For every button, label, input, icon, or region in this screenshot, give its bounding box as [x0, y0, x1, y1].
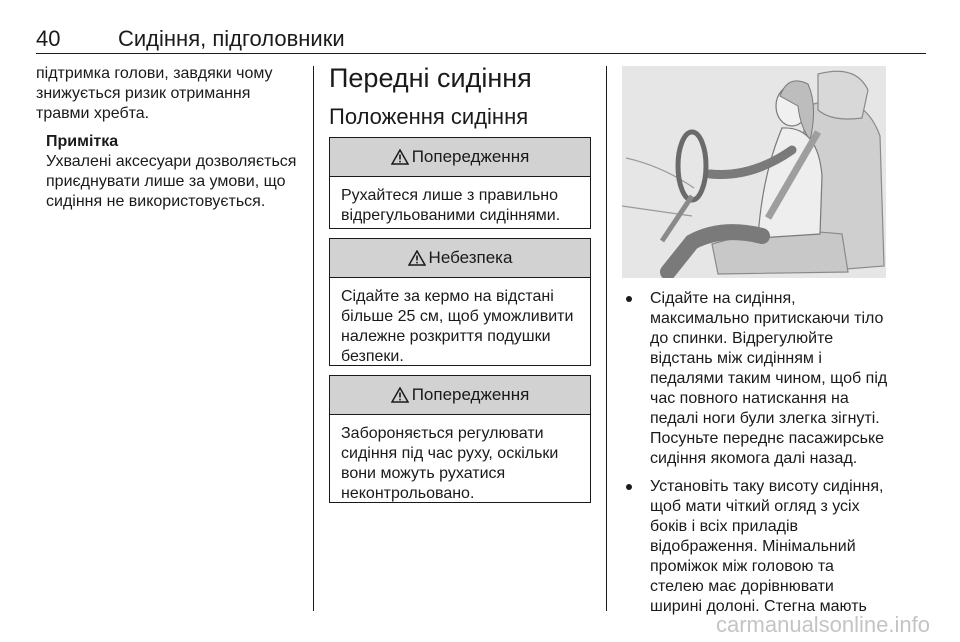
warning-label: Попередження	[411, 147, 530, 166]
list-item-text: Сідайте на сидіння, максимально притискаючи тіло до спинки. Відрегулюйте відстань між сидінням і педалями таким чином, щоб під час повного натискання на педалі ноги були злегка зігнуті. Посуньте переднє пасажирське сидіння якомога далі назад.	[650, 290, 888, 467]
danger-header	[330, 239, 590, 278]
header-divider	[36, 53, 926, 54]
list-item	[622, 289, 890, 469]
column-left	[36, 64, 304, 212]
seat-position-illustration	[622, 66, 886, 278]
column-right	[622, 289, 890, 625]
section-title: Передні сидіння	[329, 63, 532, 93]
page-number: 40	[36, 26, 61, 51]
column-divider-right	[606, 66, 607, 611]
page-header	[36, 26, 926, 52]
warning-triangle-icon	[408, 250, 426, 266]
warning-header	[330, 376, 590, 415]
warning-header	[330, 138, 590, 177]
list-item	[622, 477, 890, 617]
column-divider-left	[313, 66, 314, 611]
danger-text: Сідайте за кермо на відстані більше 25 см, щоб уможливити належне розкриття подушки безпеки.	[341, 288, 574, 365]
warning-text: Забороняється регулювати сидіння під час руху, оскільки вони можуть рухатися неконтрольовано.	[341, 425, 559, 502]
section-subtitle: Положення сидіння	[329, 104, 529, 129]
chapter-title: Сидіння, підголовники	[118, 26, 345, 51]
warning-triangle-icon	[391, 149, 409, 165]
list-item-text: Установіть таку висоту сидіння, щоб мати чіткий огляд з усіх боків і всіх приладів відображення. Мінімальний проміжок між головою та стелею має дорівнювати ширині долоні. Стегна мають	[650, 478, 884, 615]
watermark: carmanualsonline.info	[715, 612, 930, 637]
intro-paragraph: підтримка голови, завдяки чому знижується ризик отримання травми хребта.	[36, 65, 273, 122]
bullet-dot-icon	[626, 484, 632, 490]
note-title: Примітка	[46, 133, 119, 150]
warning-box-3	[329, 375, 591, 503]
warning-text: Рухайтеся лише з правильно відрегульованими сидіннями.	[341, 187, 561, 224]
note-text: Ухвалені аксесуари дозволяється приєднувати лише за умови, що сидіння не використовується.	[46, 153, 297, 210]
bullet-dot-icon	[626, 296, 632, 302]
note-block	[46, 132, 304, 212]
warning-triangle-icon	[391, 387, 409, 403]
warning-box-1	[329, 137, 591, 229]
warning-box-2	[329, 238, 591, 366]
warning-label: Попередження	[411, 385, 530, 404]
column-middle	[329, 62, 591, 130]
danger-label: Небезпека	[428, 248, 513, 267]
